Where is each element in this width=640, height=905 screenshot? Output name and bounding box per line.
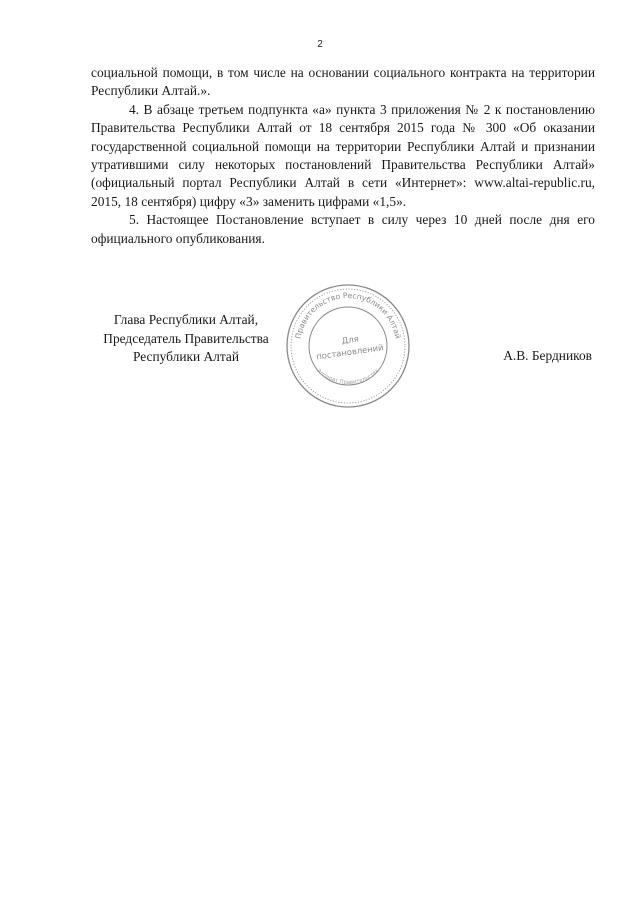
document-body bbox=[91, 64, 595, 248]
signatory-name: А.В. Бердников bbox=[503, 348, 592, 363]
seal-center-line-1: Для bbox=[341, 333, 360, 346]
page-number: 2 bbox=[317, 39, 323, 50]
seal-bottom-text: Аппарат Правительства bbox=[315, 368, 381, 386]
paragraph-item-4: 4. В абзаце третьем подпункта «а» пункта 3 приложения № 2 к постановлению Правительства Республики Алтай от 18 сентября 2015 года № 300 «Об оказании государственной социальной помощи на территории Республики Алтай и признании утратившими силу некоторых постановлений Правительства Республики Алтай» (официальный портал Республики Алтай в сети «Интернет»: www.altai-republic.ru, 2015, 18 сентября) цифру «3» заменить цифрами «1,5». bbox=[91, 101, 595, 209]
signatory-title-line-3: Республики Алтай bbox=[132, 349, 239, 365]
signatory-title-line-1: Глава Республики Алтай, bbox=[113, 312, 259, 327]
seal-ring-text: Правительство Республики Алтай bbox=[293, 290, 403, 340]
paragraph-continuation: социальной помощи, в том числе на основании социального контракта на территории Республики Алтай.». bbox=[91, 65, 595, 99]
signatory-title-line-2: Председатель Правительства bbox=[103, 330, 269, 346]
official-seal bbox=[285, 283, 411, 409]
signatory-title bbox=[91, 311, 281, 367]
seal-dotted-ring bbox=[291, 289, 405, 403]
paragraph-item-5: 5. Настоящее Постановление вступает в силу через 10 дней после дня его официального опубликования. bbox=[91, 212, 595, 246]
seal-outer-ring bbox=[287, 285, 409, 407]
seal-center-line-2: постановлений bbox=[315, 342, 385, 362]
